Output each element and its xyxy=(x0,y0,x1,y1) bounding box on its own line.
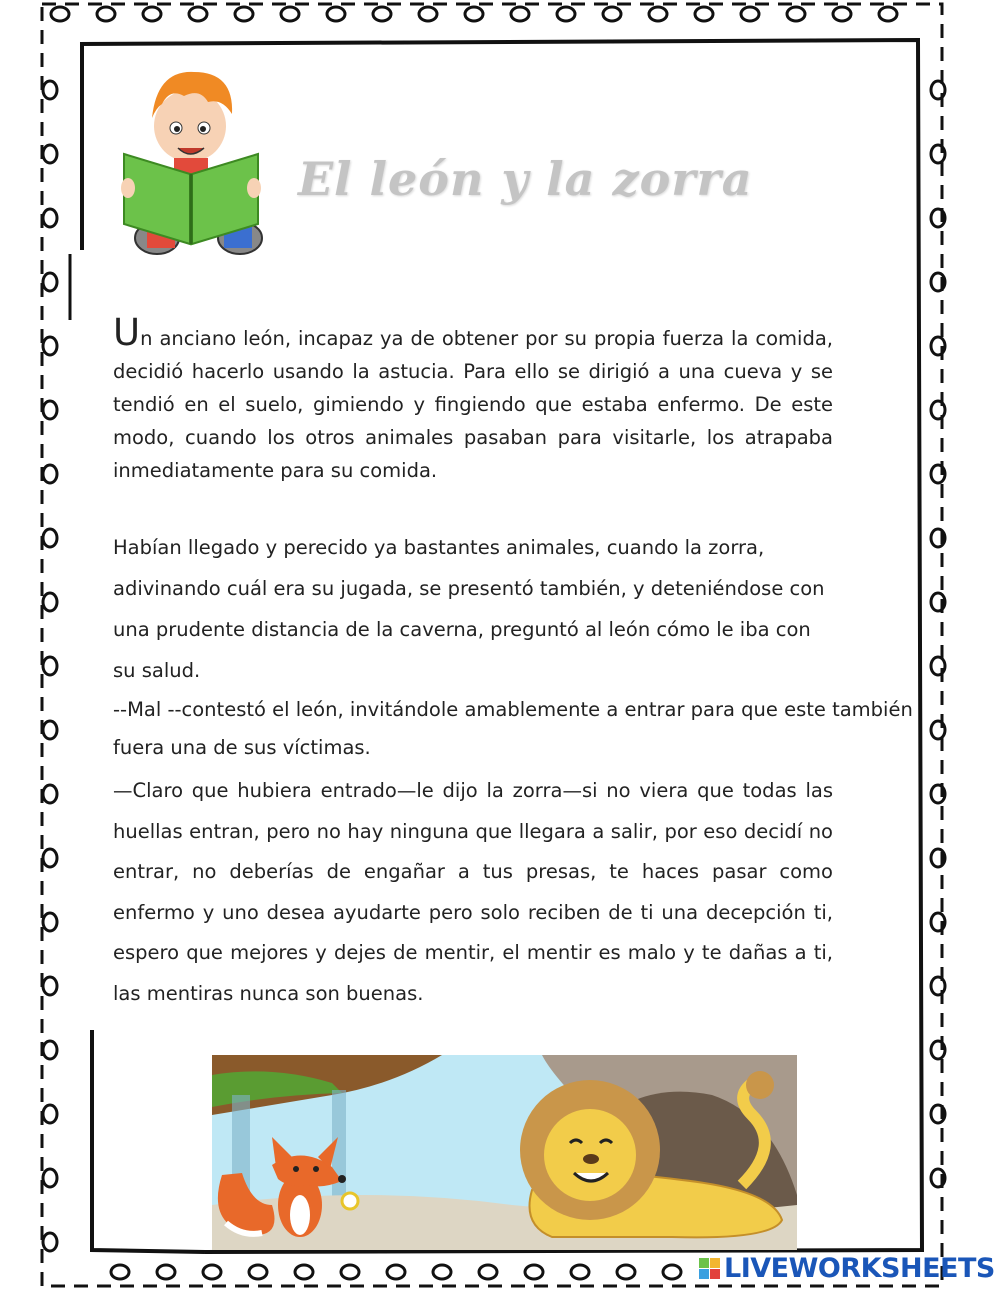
frame-loop xyxy=(203,1265,221,1279)
frame-loop xyxy=(43,849,57,867)
liveworksheets-logo-icon xyxy=(699,1258,721,1280)
frame-loop xyxy=(43,721,57,739)
frame-loop xyxy=(479,1265,497,1279)
frame-loop xyxy=(741,7,759,21)
frame-loop xyxy=(43,401,57,419)
frame-loop xyxy=(341,1265,359,1279)
frame-loop xyxy=(695,7,713,21)
paragraph-2: Habían llegado y perecido ya bastantes animales, cuando la zorra, adivinando cuál era su jugada, se presentó también, y deteniéndose con una prudente distancia de la caverna, preguntó al león cómo le iba con su salud. xyxy=(113,536,825,682)
frame-loop xyxy=(43,593,57,611)
frame-loop xyxy=(387,1265,405,1279)
frame-loop xyxy=(111,1265,129,1279)
lion-fox-illustration xyxy=(212,1055,797,1250)
frame-loop xyxy=(373,7,391,21)
frame-loop xyxy=(189,7,207,21)
frame-loop xyxy=(833,7,851,21)
frame-loop xyxy=(433,1265,451,1279)
frame-loop xyxy=(43,465,57,483)
frame-loop xyxy=(43,337,57,355)
frame-loop xyxy=(249,1265,267,1279)
bottom-loops xyxy=(111,1265,681,1279)
frame-loop xyxy=(879,7,897,21)
frame-loop xyxy=(295,1265,313,1279)
frame-loop xyxy=(43,1041,57,1059)
paragraph-1 xyxy=(113,311,833,487)
paragraph-4: —Claro que hubiera entrado—le dijo la zorra—si no viera que todas las huellas entran, pero no hay ninguna que llegara a salir, por eso decidí no entrar, no deberías de engañar a tus presas, te haces pasar como enfermo y uno desea ayudarte pero solo reciben de ti una decepción ti, espero que mejores y dejes de mentir, el mentir es malo y te dañas a ti, las mentiras nunca son buenas. xyxy=(113,779,833,1005)
frame-loop xyxy=(465,7,483,21)
boy-reading-illustration xyxy=(112,58,272,258)
frame-loop xyxy=(525,1265,543,1279)
frame-loop xyxy=(419,7,437,21)
frame-loop xyxy=(571,1265,589,1279)
frame-loop xyxy=(787,7,805,21)
frame-loop xyxy=(931,721,945,739)
frame-loop xyxy=(649,7,667,21)
frame-loop xyxy=(43,913,57,931)
paragraph-3: --Mal --contestó el león, invitándole amablemente a entrar para que este también fuera una de sus víctimas. xyxy=(113,698,913,759)
frame-loop xyxy=(931,657,945,675)
frame-loop xyxy=(235,7,253,21)
frame-loop xyxy=(43,657,57,675)
frame-loop xyxy=(97,7,115,21)
drop-cap: U xyxy=(113,311,141,354)
paragraph-1-text: n anciano león, incapaz ya de obtener por su propia fuerza la comida, decidió hacerlo usando la astucia. Para ello se dirigió a una cueva y se tendió en el suelo, gimiendo y fingiendo que estaba enfermo. De este modo, cuando los otros animales pasaban para visitarle, los atrapaba inmediatamente para su comida. xyxy=(113,327,833,482)
frame-loop xyxy=(143,7,161,21)
frame-loop xyxy=(327,7,345,21)
frame-loop xyxy=(43,529,57,547)
frame-loop xyxy=(43,81,57,99)
frame-loop xyxy=(43,785,57,803)
frame-loop xyxy=(663,1265,681,1279)
frame-loop xyxy=(43,1233,57,1251)
liveworksheets-logo[interactable]: LIVEWORKSHEETS xyxy=(724,1253,995,1284)
frame-loop xyxy=(603,7,621,21)
frame-loop xyxy=(157,1265,175,1279)
frame-loop xyxy=(43,273,57,291)
frame-loop xyxy=(43,1169,57,1187)
worksheet-title: El león y la zorra xyxy=(298,152,753,206)
frame-loop xyxy=(43,1105,57,1123)
story-text xyxy=(113,311,913,1014)
frame-loop xyxy=(931,81,945,99)
frame-loop xyxy=(51,7,69,21)
frame-loop xyxy=(43,209,57,227)
frame-loop xyxy=(43,977,57,995)
frame-loop xyxy=(43,145,57,163)
frame-loop xyxy=(281,7,299,21)
left-loops xyxy=(43,81,57,1251)
frame-loop xyxy=(511,7,529,21)
frame-loop xyxy=(557,7,575,21)
frame-loop xyxy=(617,1265,635,1279)
top-loops xyxy=(51,7,897,21)
frame-loop xyxy=(931,145,945,163)
frame-loop xyxy=(931,977,945,995)
frame-loop xyxy=(931,401,945,419)
